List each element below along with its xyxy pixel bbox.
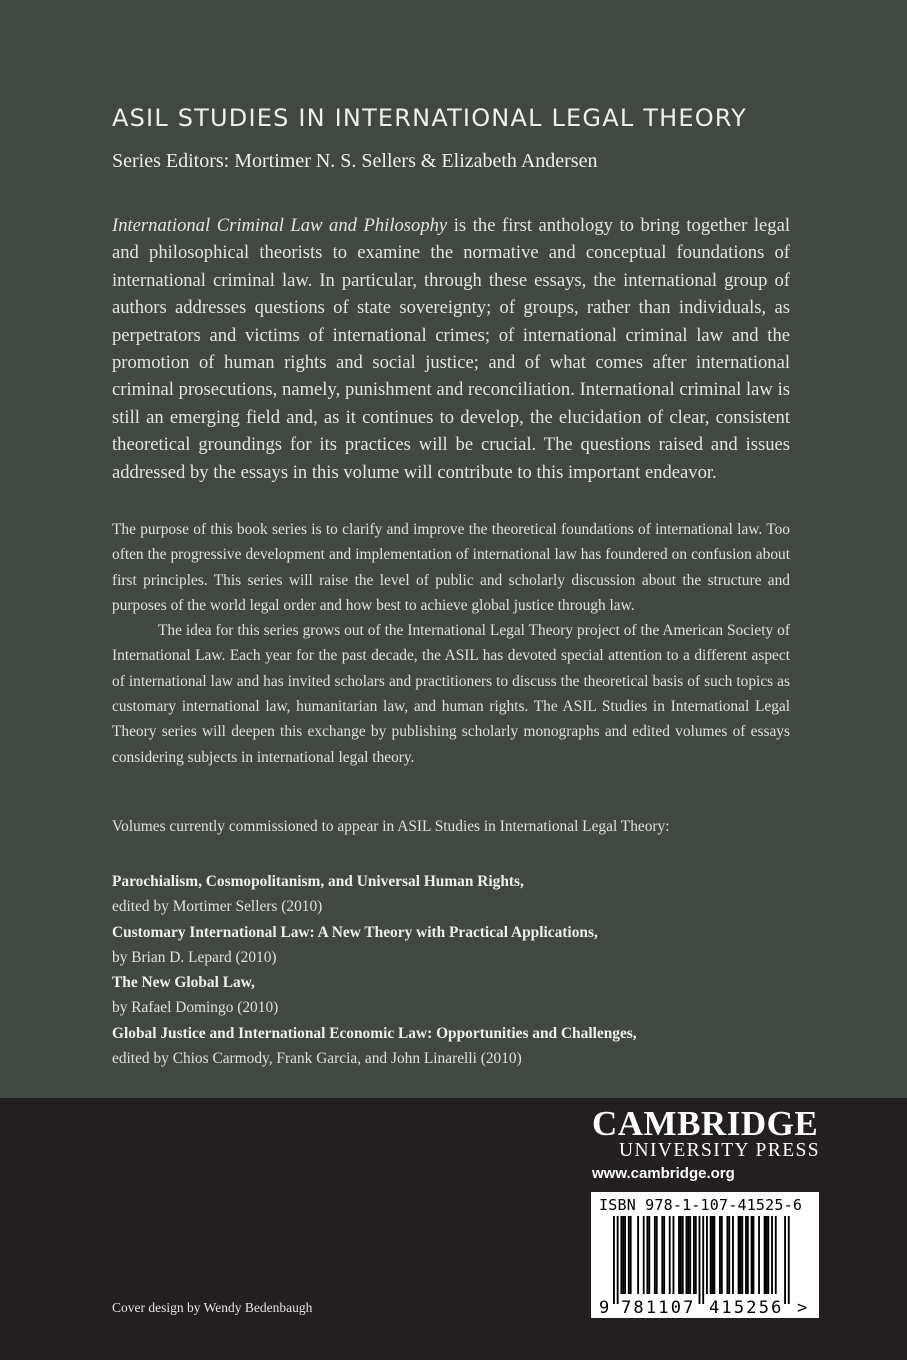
barcode-bar (710, 1216, 712, 1294)
volumes-list (112, 869, 812, 1071)
barcode-bar (680, 1216, 682, 1294)
series-description (112, 517, 790, 770)
series-description-paragraph-1: The purpose of this book series is to clarify and improve the theoretical foundations of international law. Too often the progressive development and implementation of international law has foundered on confusion about first principles. This series will raise the level of public and scholarly discussion about the structure and purposes of the world legal order and how best to achieve global justice through law. (112, 521, 790, 614)
barcode-bar (686, 1216, 688, 1294)
barcode-bar (682, 1216, 684, 1294)
barcode-bar (661, 1216, 663, 1294)
volumes-intro: Volumes currently commissioned to appear in ASIL Studies in International Legal Theory: (112, 818, 670, 835)
barcode-graphic (591, 1192, 819, 1318)
barcode-bar (693, 1216, 695, 1294)
barcode-bar (751, 1216, 753, 1294)
barcode-bar (739, 1216, 741, 1294)
barcode-bar (646, 1216, 648, 1294)
series-editors: Series Editors: Mortimer N. S. Sellers & Elizabeth Andersen (112, 150, 598, 172)
barcode-bar (764, 1216, 766, 1294)
barcode-bar (784, 1216, 786, 1304)
volume-byline: edited by Chios Carmody, Frank Garcia, and John Linarelli (2010) (112, 1050, 522, 1068)
barcode-bar (788, 1216, 790, 1304)
publisher-url: www.cambridge.org (592, 1165, 735, 1182)
barcode-bar (745, 1216, 747, 1294)
barcode-bar (617, 1216, 619, 1304)
barcode-bar (663, 1216, 665, 1294)
volume-title: The New Global Law, (112, 974, 255, 992)
barcode-bar (758, 1216, 760, 1294)
barcode-bar (712, 1216, 714, 1294)
publisher-logo-name: CAMBRIDGE (592, 1104, 819, 1143)
series-description-paragraph-2: The idea for this series grows out of the International Legal Theory project of the American Society of International Law. Each year for the past decade, the ASIL has devoted special attention to a different aspect of international law and has invited scholars and practitioners to discuss the theoretical basis of such topics as customary international law, humanitarian law, and human rights. The ASIL Studies in International Legal Theory series will deepen this exchange by publishing scholarly monographs and edited volumes of essays considering subjects in international legal theory. (112, 622, 790, 766)
barcode-bar (695, 1216, 697, 1294)
barcode-bar (719, 1216, 721, 1294)
barcode-bar (687, 1216, 689, 1294)
barcode-left-digits: 781107 (621, 1298, 696, 1318)
barcode-first-digit: 9 (599, 1298, 610, 1318)
barcode-bar (747, 1216, 749, 1294)
barcode-bar (702, 1216, 704, 1304)
barcode-bar (654, 1216, 656, 1294)
barcode-bar (741, 1216, 743, 1294)
barcode-bar (628, 1216, 630, 1294)
barcode-bar (753, 1216, 755, 1294)
barcode-bar (726, 1216, 728, 1294)
publisher-logo-press: UNIVERSITY PRESS (619, 1140, 820, 1161)
barcode-bar (689, 1216, 691, 1294)
barcode-bar (767, 1216, 769, 1294)
barcode-bar (699, 1216, 701, 1304)
barcode-bar (613, 1216, 615, 1304)
barcode-bar (766, 1216, 768, 1294)
book-blurb (112, 212, 790, 486)
volume-title: Customary International Law: A New Theory with Practical Applications, (112, 923, 598, 941)
volume-byline: by Rafael Domingo (2010) (112, 999, 279, 1017)
cover-design-credit: Cover design by Wendy Bedenbaugh (112, 1300, 313, 1315)
volume-byline: edited by Mortimer Sellers (2010) (112, 898, 323, 916)
barcode-bar (620, 1216, 622, 1294)
barcode-bar (678, 1216, 680, 1294)
barcode-bar (771, 1216, 773, 1294)
barcode-bar (643, 1216, 645, 1294)
barcode-bar (732, 1216, 734, 1294)
barcode-bar (669, 1216, 671, 1294)
isbn-label: ISBN 978-1-107-41525-6 (599, 1196, 803, 1214)
barcode-bar (706, 1216, 708, 1294)
barcode-bar (624, 1216, 626, 1294)
barcode-bar (630, 1216, 632, 1294)
isbn-barcode (591, 1192, 819, 1318)
barcode-bar (713, 1216, 715, 1294)
barcode-bar (721, 1216, 723, 1294)
barcode-bar (648, 1216, 650, 1294)
barcode-trailer: > (797, 1298, 808, 1318)
barcode-bar (775, 1216, 777, 1294)
barcode-bar (622, 1216, 624, 1294)
barcode-bar (637, 1216, 639, 1294)
book-title: International Criminal Law and Philosophy (112, 215, 448, 236)
barcode-bar (673, 1216, 675, 1294)
barcode-bar (728, 1216, 730, 1294)
series-title: ASIL STUDIES IN INTERNATIONAL LEGAL THEORY (112, 104, 747, 132)
volume-title: Global Justice and International Economic Law: Opportunities and Challenges, (112, 1024, 637, 1042)
volume-byline: by Brian D. Lepard (2010) (112, 948, 277, 966)
barcode-bar (738, 1216, 740, 1294)
volume-title: Parochialism, Cosmopolitanism, and Universal Human Rights, (112, 873, 524, 890)
blurb-text: is the first anthology to bring together legal and philosophical theorists to examine the normative and conceptual foundations of international criminal law. In particular, through these essays, the international group of authors addresses questions of state sovereignty; of groups, rather than individuals, as perpetrators and victims of international crimes; of international criminal law and the promotion of human rights and social justice; and of what comes after international criminal prosecutions, namely, punishment and reconciliation. International criminal law is still an emerging field and, as it continues to develop, the elucidation of clear, consistent theoretical groundings for its practices will be crucial. The questions raised and issues addressed by the essays in this volume will contribute to this important endeavor. (112, 215, 790, 483)
barcode-right-digits: 415256 (709, 1298, 784, 1318)
barcode-bar (656, 1216, 658, 1294)
